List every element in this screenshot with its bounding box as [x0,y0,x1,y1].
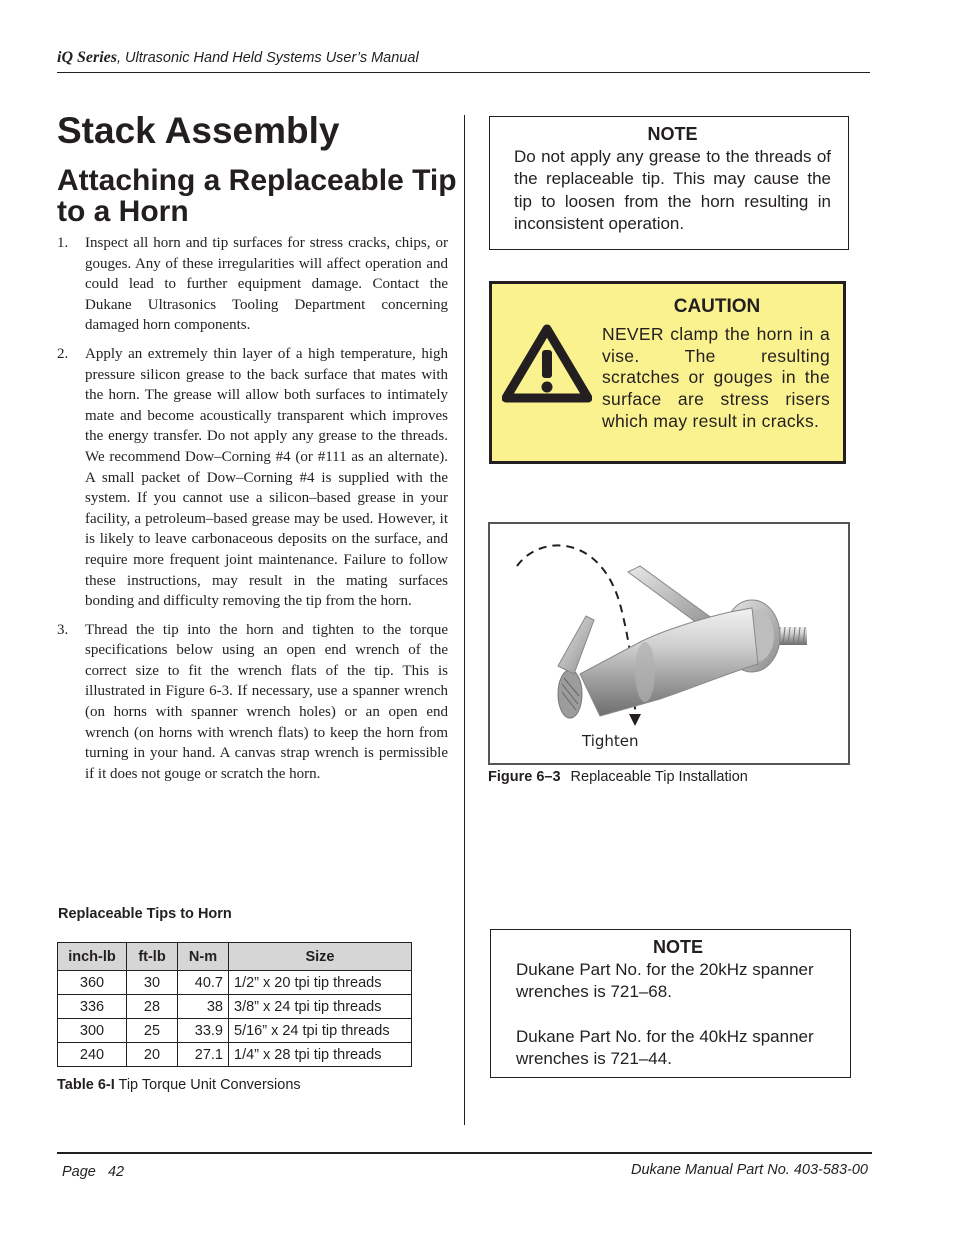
section-title: Attaching a Replaceable Tip to a Horn [57,164,457,228]
table-title: Tip Torque Unit Conversions [114,1077,301,1093]
page-number: Page 42 [62,1164,125,1180]
warning-triangle-icon [502,324,592,404]
figure-title: Replaceable Tip Installation [570,769,748,785]
step-text: Inspect all horn and tip surfaces for stress cracks, chips, or gouges. Any of these irregularities will affect operation and could lead to further equipment damage. Contact the Dukane Ultrasonics Tooling Department concerning damaged horn components. [85,235,448,334]
table-cell: 360 [58,971,127,995]
table-cell: 3/8” x 24 tpi tip threads [229,995,412,1019]
horn-body [580,608,758,716]
table-cell: 20 [127,1043,178,1067]
step-number: 2. [57,345,69,362]
table-cell: 240 [58,1043,127,1067]
horn-tip-illustration [490,524,848,763]
running-header [57,49,419,67]
table-label [57,1077,301,1093]
note-box-wrench-parts [490,929,851,1078]
footer-rule [57,1152,872,1154]
column-divider [464,115,465,1125]
step-number: 3. [57,621,69,638]
step-text: Thread the tip into the horn and tighten to the torque specifications below using an open end wrench of the correct size to fit the wrench flats of the tip. This is illustrated in Figure 6-3. If necessary, use a spanner wrench (on horns with spanner wrench holes) or an open end wrench (on horns with wrench flats) to keep the horn from turning in your hand. A canvas strap wrench is permissible if it does not gouge or scratch the horn. [85,621,448,782]
series-name: iQ Series [57,49,117,66]
table-cell: 40.7 [178,971,229,995]
table-cell: 28 [127,995,178,1019]
table-number: Table 6-I [57,1077,115,1093]
table-cell: 27.1 [178,1043,229,1067]
figure-number: Figure 6–3 [488,769,561,785]
table-cell: 33.9 [178,1019,229,1043]
caution-box [489,281,846,464]
table-cell: 30 [127,971,178,995]
note-paragraph: Dukane Part No. for the 40kHz spanner wrenches is 721–44. [516,1026,814,1068]
table-caption: Replaceable Tips to Horn [58,906,232,922]
list-item [57,233,448,336]
wrench-handle-lower [558,616,594,674]
page-title: Stack Assembly [57,110,340,151]
tighten-arrowhead [629,714,641,726]
column-header: N-m [178,943,229,971]
caution-body: NEVER clamp the horn in a vise. The resulting scratches or gouges in the surface are stress risers which may result in cracks. [602,324,830,431]
list-item [57,344,448,612]
header-rule [57,72,870,73]
step-number: 1. [57,235,69,251]
table-cell: 5/16” x 24 tpi tip threads [229,1019,412,1043]
manual-title: , Ultrasonic Hand Held Systems User’s Manual [117,50,419,66]
table-cell: 1/4” x 28 tpi tip threads [229,1043,412,1067]
table-cell: 1/2” x 20 tpi tip threads [229,971,412,995]
table-row [58,1019,412,1043]
manual-part-number: Dukane Manual Part No. 403-583-00 [631,1162,868,1178]
table-cell: 25 [127,1019,178,1043]
note-title: NOTE [652,937,703,957]
table-cell: 38 [178,995,229,1019]
table-row [58,995,412,1019]
column-header: inch-lb [58,943,127,971]
note-paragraph: Dukane Part No. for the 20kHz spanner wrenches is 721–68. [516,959,814,1001]
list-item [57,620,448,785]
note-title: NOTE [647,124,698,144]
table-cell: 336 [58,995,127,1019]
step-text: Apply an extremely thin layer of a high temperature, high pressure silicon grease to the back surface that mates with the horn. The grease will allow both surfaces to intimately mate and become acoustically transparent which improves the energy transfer. Do not apply any grease to the threads. We recommend Dow–Corning #4 (or #111 as an alternate). A small packet of Dow–Corning #4 is supplied with the system. If you cannot use a silicon–based grease in your facility, a petroleum–based grease may be used. However, it is likely to leave carbonaceous deposits on the surface, and require more frequent joint maintenance. Failure to follow these instructions, may result in the mating surfaces bonding and difficulty removing the tip from the horn. [85,345,448,610]
column-header: Size [229,943,412,971]
tip-installation-figure [488,522,850,765]
table-row [58,1043,412,1067]
table-row [58,971,412,995]
torque-table [57,942,412,1067]
steps-list [57,233,448,792]
figure-caption [488,769,748,785]
caution-title: CAUTION [673,296,761,317]
table-header-row [58,943,412,971]
column-header: ft-lb [127,943,178,971]
note-box-grease [489,116,849,250]
figure-label-tighten: Tighten [582,732,639,750]
table-cell: 300 [58,1019,127,1043]
note-body: Do not apply any grease to the threads of the replaceable tip. This may cause the tip to loosen from the horn resulting in inconsistent operation. [514,146,831,233]
